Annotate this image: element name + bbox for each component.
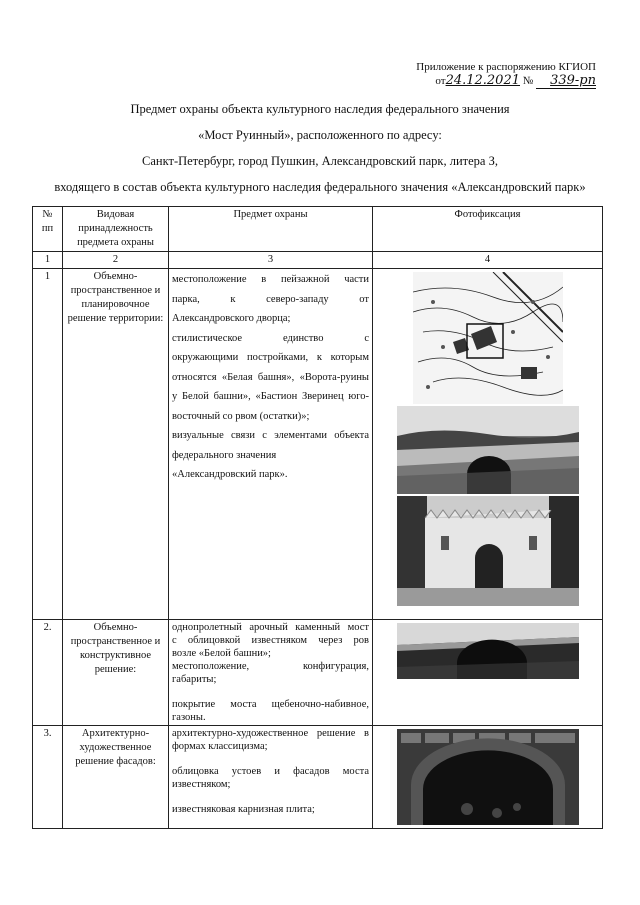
row-subject <box>169 726 373 829</box>
row-num: 3. <box>33 726 63 829</box>
table-row <box>33 269 603 620</box>
subject-line: покрытие моста щебеночно-набивное, <box>172 699 369 710</box>
col-number: 1 <box>33 252 63 269</box>
appendix-line2 <box>416 74 596 89</box>
white-tower-photo <box>397 496 579 606</box>
appendix-number: 339-рп <box>536 74 596 89</box>
appendix-date: 24.12.2021 <box>445 73 520 88</box>
title-line1: Предмет охраны объекта культурного наследия федерального значения <box>130 102 510 116</box>
subject-line: формах классицизма; <box>172 741 268 752</box>
subject-line: местоположение в пейзажной части <box>172 274 369 285</box>
title-line3: Санкт-Петербург, город Пушкин, Александровский парк, литера З, <box>142 154 498 168</box>
subject-line: у Белой башни», «Бастион Зверинец юго- <box>172 391 369 402</box>
title-line4: входящего в состав объекта культурного наследия федерального значения «Александровский парк» <box>54 180 586 194</box>
table-row <box>33 620 603 726</box>
document-title <box>36 96 604 200</box>
appendix-line1: Приложение к распоряжению КГИОП <box>416 61 596 73</box>
row-photos <box>373 726 603 829</box>
header-subject: Предмет охраны <box>169 207 373 252</box>
row-num: 1 <box>33 269 63 620</box>
site-plan-map <box>413 272 563 404</box>
header-photo: Фотофиксация <box>373 207 603 252</box>
subject-line: парка, к северо-западу от <box>172 293 369 305</box>
row-subject <box>169 620 373 726</box>
subject-line: архитектурно-художественное решение в <box>172 728 369 739</box>
row-kind: Архитектурно-художественное решение фасадов: <box>63 726 169 829</box>
header-kind: Видовая принадлежность предмета охраны <box>63 207 169 252</box>
table-header-row <box>33 207 603 252</box>
appendix-no: № <box>522 75 534 87</box>
row-kind: Объемно-пространственное и планировочное решение территории: <box>63 269 169 620</box>
bridge-arch-photo <box>397 623 579 679</box>
col-number: 3 <box>169 252 373 269</box>
subject-line: «Александровский парк». <box>172 469 288 480</box>
subject-line: габариты; <box>172 674 217 685</box>
subject-line: облицовка устоев и фасадов моста <box>172 766 369 777</box>
col-number: 4 <box>373 252 603 269</box>
appendix-from: от <box>435 75 446 87</box>
subject-line: с облицовкой известняком через ров <box>172 635 369 646</box>
subject-line: окружающими постройками, к которым <box>172 352 369 363</box>
header-num: № пп <box>33 207 63 252</box>
title-line2: «Мост Руинный», расположенного по адресу: <box>198 128 442 142</box>
subject-line: известняковая карнизная плита; <box>172 804 315 815</box>
subject-line: известняком; <box>172 779 231 790</box>
row-kind: Объемно-пространственное и конструктивное решение: <box>63 620 169 726</box>
row-subject <box>169 269 373 620</box>
column-number-row <box>33 252 603 269</box>
appendix-note <box>416 60 596 89</box>
subject-line: восточный со рвом (остатки)»; <box>172 410 310 422</box>
col-number: 2 <box>63 252 169 269</box>
table-row <box>33 726 603 829</box>
subject-line: местоположение, конфигурация, <box>172 661 369 672</box>
row-num: 2. <box>33 620 63 726</box>
subject-line: федерального значения <box>172 449 277 461</box>
subject-line: Александровского дворца; <box>172 313 291 324</box>
protection-table <box>32 206 603 829</box>
subject-line: газоны. <box>172 712 206 723</box>
row-photos <box>373 620 603 726</box>
arch-facade-photo <box>397 729 579 825</box>
subject-line: визуальные связи с элементами объекта <box>172 430 369 441</box>
subject-line: относятся «Белая башня», «Ворота-руины <box>172 371 369 383</box>
bridge-photo <box>397 406 579 494</box>
row-photos <box>373 269 603 620</box>
subject-line: однопролетный арочный каменный мост <box>172 622 369 633</box>
subject-line: возле «Белой башни»; <box>172 648 271 659</box>
subject-line: стилистическое единство с <box>172 332 369 344</box>
